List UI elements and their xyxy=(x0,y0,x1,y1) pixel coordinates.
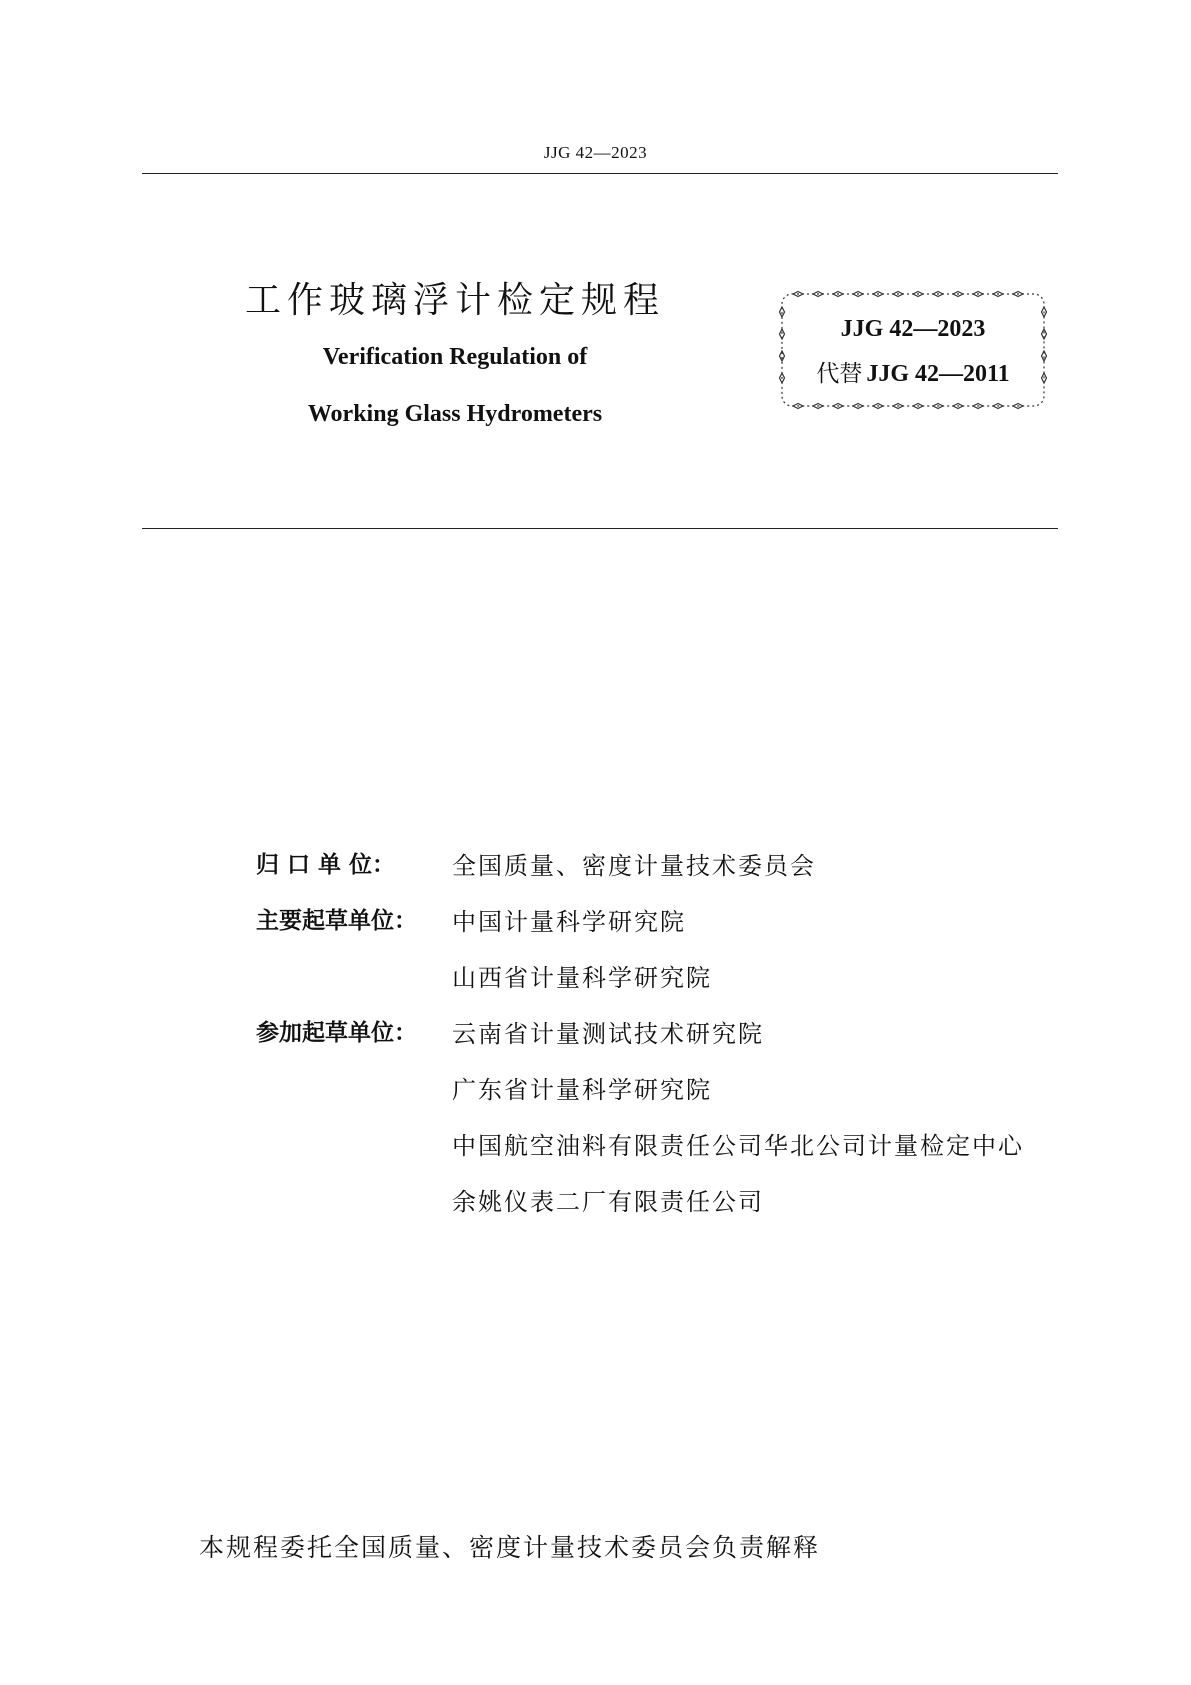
replaces-code: JJG 42—2011 xyxy=(866,361,1010,387)
title-divider xyxy=(142,528,1058,529)
header-standard-code: JJG 42—2023 xyxy=(543,143,648,162)
standard-code-box xyxy=(776,288,1050,412)
main-drafter-item: 中国计量科学研究院 xyxy=(452,908,686,936)
replaces-code-line xyxy=(776,355,1050,388)
participating-item: 中国航空油料有限责任公司华北公司计量检定中心 xyxy=(452,1132,1024,1160)
main-drafter-item: 山西省计量科学研究院 xyxy=(452,964,712,992)
replaces-prefix: 代替 xyxy=(816,361,863,387)
responsible-label: 归 口 单 位： xyxy=(256,852,396,878)
responsible-unit: 全国质量、密度计量技术委员会 xyxy=(452,852,816,880)
decorative-border xyxy=(776,288,1050,412)
current-code: JJG 42—2023 xyxy=(840,316,986,342)
title-chinese: 工作玻璃浮计检定规程 xyxy=(245,280,666,321)
participating-item: 余姚仪表二厂有限责任公司 xyxy=(452,1188,764,1216)
header-divider xyxy=(142,173,1058,174)
interpretation-note: 本规程委托全国质量、密度计量技术委员会负责解释 xyxy=(199,1533,821,1562)
title-english-line-1: Verification Regulation of xyxy=(322,344,588,370)
participating-item: 云南省计量测试技术研究院 xyxy=(452,1020,764,1048)
participating-item: 广东省计量科学研究院 xyxy=(452,1076,712,1104)
title-english-line-2: Working Glass Hydrometers xyxy=(307,401,603,427)
main-drafters-label: 主要起草单位： xyxy=(256,908,417,934)
participating-label: 参加起草单位： xyxy=(256,1020,417,1046)
